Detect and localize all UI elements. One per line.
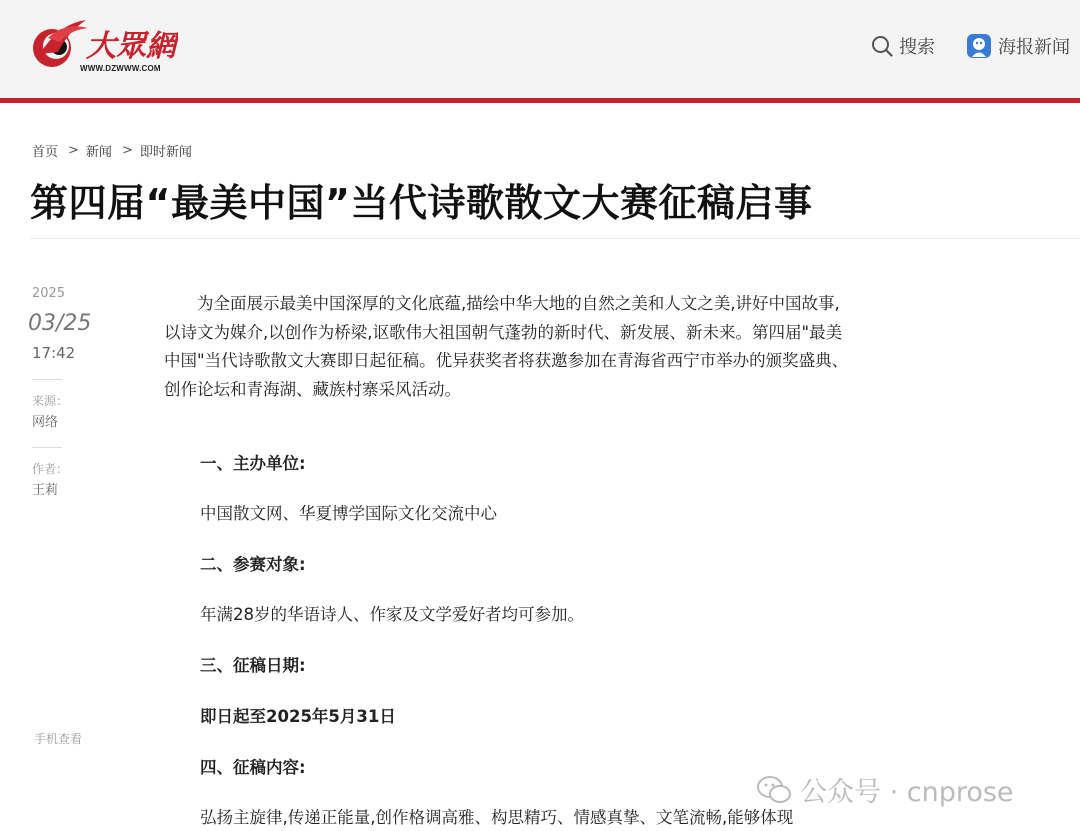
article-title: 第四届“最美中国”当代诗歌散文大赛征稿启事 [30, 181, 813, 225]
title-divider [30, 238, 1080, 239]
breadcrumb-separator: > [121, 143, 133, 158]
meta-divider [32, 447, 62, 448]
breadcrumb-separator: > [68, 143, 79, 158]
logo-url: WWW.DZWWW.COM [80, 64, 161, 73]
source-label: 来源： [32, 394, 69, 408]
source-value: 网络 [32, 415, 59, 430]
breadcrumb-home[interactable]: 首页 [32, 145, 59, 160]
dazhong-logo[interactable] [28, 18, 178, 78]
breadcrumb-instant-news[interactable]: 即时新闻 [139, 145, 192, 160]
section-text: 弘扬主旋律,传递正能量,创作格调高雅、构思精巧、情感真挚、文笔流畅,能够体现 [200, 808, 794, 827]
wechat-icon [756, 775, 792, 805]
section-text: 年满28岁的华语诗人、作家及文学爱好者均可参加。 [200, 605, 584, 624]
mobile-view-link[interactable]: 手机查看 [34, 732, 83, 746]
author-value: 王莉 [32, 483, 59, 498]
section-heading: 四、征稿内容: [200, 758, 306, 777]
breadcrumb [32, 141, 192, 160]
logo-mark-icon [28, 18, 178, 68]
breadcrumb-news[interactable]: 新闻 [85, 145, 112, 160]
watermark-text: 公众号 · cnprose [800, 777, 1014, 808]
poster-news-icon [966, 33, 992, 59]
section-heading: 二、参赛对象: [200, 555, 306, 574]
article-body [164, 290, 854, 827]
search-icon [871, 35, 893, 57]
section-text: 中国散文网、华夏博学国际文化交流中心 [200, 504, 497, 523]
search-label: 搜索 [899, 37, 935, 58]
poster-news-label: 海报新闻 [998, 37, 1070, 58]
publish-time: 17:42 [32, 344, 76, 362]
svg-text:大眾網: 大眾網 [86, 29, 176, 64]
section-heading: 一、主办单位: [200, 454, 306, 473]
wechat-watermark [756, 770, 1014, 809]
article-meta [28, 286, 102, 498]
intro-paragraph: 为全面展示最美中国深厚的文化底蕴,描绘中华大地的自然之美和人文之美,讲好中国故事,以诗文为媒介,以创作为桥梁,讴歌伟大祖国朝气蓬勃的新时代、新发展、新未来。第四届"最美中国"当代诗歌散文大赛即日起征稿。优异获奖者将获邀参加在青海省西宁市举办的颁奖盛典、创作论坛和青海湖、藏族村寨采风活动。 [164, 294, 849, 399]
author-label: 作者： [32, 462, 69, 476]
section-heading: 三、征稿日期: [200, 656, 306, 675]
section-text: 即日起至2025年5月31日 [200, 707, 396, 726]
publish-date: 03/25 [28, 311, 92, 336]
publish-year: 2025 [32, 286, 66, 301]
site-header [0, 0, 1080, 103]
search-button[interactable] [871, 32, 935, 60]
poster-news-button[interactable] [966, 32, 1070, 60]
meta-divider [32, 379, 62, 380]
